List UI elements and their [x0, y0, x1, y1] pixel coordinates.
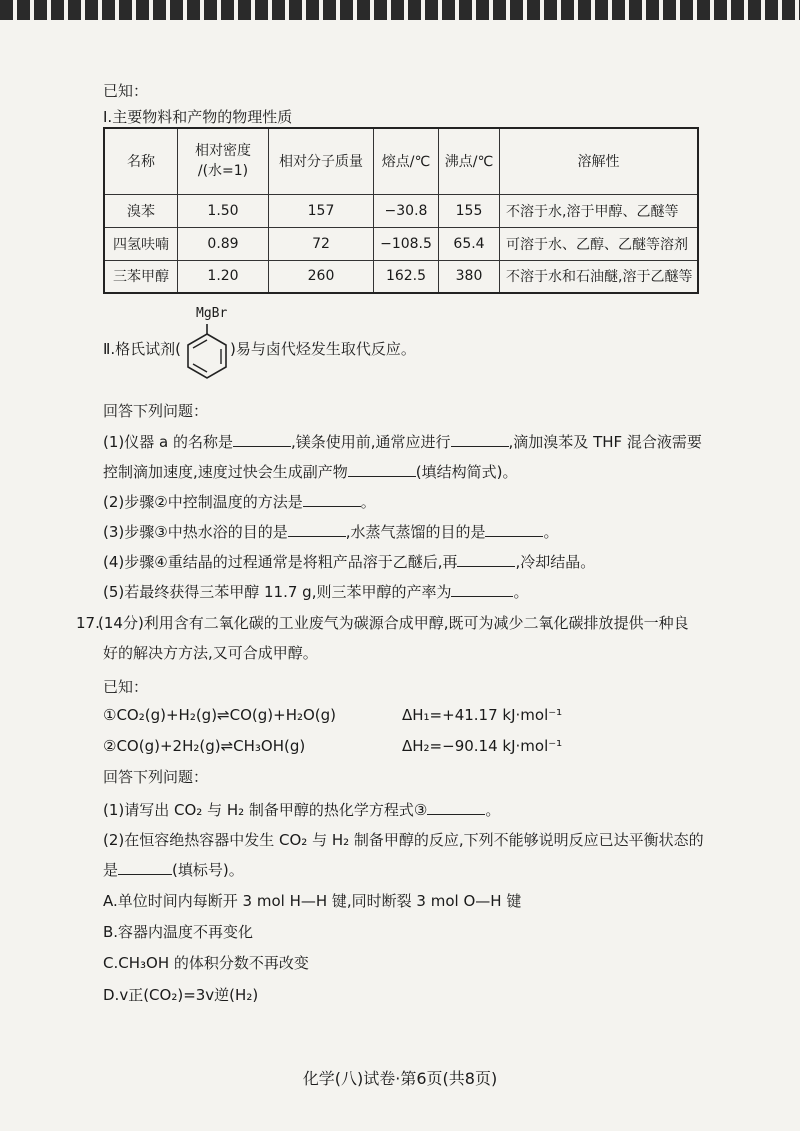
q16-part4	[103, 550, 595, 573]
cell-mp: 162.5	[374, 260, 439, 293]
header-mw: 相对分子质量	[269, 128, 374, 194]
answer-blank[interactable]	[348, 460, 416, 477]
cell-name: 三苯甲醇	[104, 260, 178, 293]
q16-p2-text-b: 。	[360, 493, 376, 511]
cell-density: 1.20	[178, 260, 269, 293]
answer-blank[interactable]	[288, 520, 346, 537]
q17-intro-line2: 好的解决方方法,又可合成甲醇。	[103, 644, 318, 662]
header-bp: 沸点/℃	[439, 128, 500, 194]
cell-mp: −30.8	[374, 194, 439, 227]
answer-prompt: 回答下列问题：	[103, 402, 209, 420]
option-b: B.容器内温度不再变化	[103, 923, 254, 941]
q17-part1	[103, 798, 500, 821]
q17-p1-text-a: (1)请写出 CO₂ 与 H₂ 制备甲醇的热化学方程式③	[103, 801, 428, 819]
answer-blank[interactable]	[457, 550, 515, 567]
table-row	[104, 260, 698, 293]
q16-p5-text-a: (5)若最终获得三苯甲醇 11.7 g,则三苯甲醇的产率为	[103, 583, 452, 601]
reagent-label: MgBr	[196, 306, 228, 321]
q16-p3-text-b: ,水蒸气蒸馏的目的是	[345, 523, 486, 541]
enthalpy-2: ΔH₂=−90.14 kJ·mol⁻¹	[402, 737, 563, 755]
page-footer: 化学(八)试卷·第6页(共8页)	[302, 1069, 498, 1088]
enthalpy-1: ΔH₁=+41.17 kJ·mol⁻¹	[402, 706, 563, 724]
cell-solubility: 可溶于水、乙醇、乙醚等溶剂	[500, 227, 699, 260]
cell-mw: 72	[269, 227, 374, 260]
header-density-l1: 相对密度	[195, 143, 251, 160]
properties-table	[103, 127, 699, 294]
header-name: 名称	[104, 128, 178, 194]
q17-p2-text-a: 是	[103, 861, 119, 879]
q16-part3	[103, 520, 559, 543]
answer-blank[interactable]	[233, 430, 291, 447]
answer-blank[interactable]	[118, 858, 172, 875]
answer-blank[interactable]	[427, 798, 485, 815]
section2-prefix: Ⅱ.格氏试剂(	[103, 340, 182, 358]
q16-p3-text-c: 。	[543, 523, 559, 541]
answer-blank[interactable]	[451, 580, 513, 597]
q16-p1-text-b: ,镁条使用前,通常应进行	[290, 433, 451, 451]
q17-known-label: 已知：	[103, 678, 149, 696]
q16-p1-text-e: (填结构简式)。	[415, 463, 518, 481]
q17-part2-line1: (2)在恒容绝热容器中发生 CO₂ 与 H₂ 制备甲醇的反应,下列不能够说明反应已达平衡状态的	[103, 831, 704, 849]
section2-suffix: )易与卤代烃发生取代反应。	[230, 340, 416, 358]
q16-part1-line1	[103, 430, 702, 453]
header-density-l2: /(水=1)	[197, 163, 249, 180]
q16-p1-text-c: ,滴加溴苯及 THF 混合液需要	[508, 433, 702, 451]
q17-number: 17.	[76, 614, 100, 632]
q16-p3-text-a: (3)步骤③中热水浴的目的是	[103, 523, 288, 541]
answer-blank[interactable]	[451, 430, 509, 447]
q17-p1-text-b: 。	[485, 801, 501, 819]
option-d: D.v正(CO₂)=3v逆(H₂)	[103, 986, 259, 1004]
table-header-row	[104, 128, 698, 194]
phenyl-ring-icon	[183, 322, 231, 386]
cell-density: 0.89	[178, 227, 269, 260]
cell-name: 溴苯	[104, 194, 178, 227]
equation-1: ①CO₂(g)+H₂(g)⇌CO(g)+H₂O(g)	[103, 706, 337, 724]
cell-bp: 380	[439, 260, 500, 293]
q16-p4-text-b: ,冷却结晶。	[515, 553, 596, 571]
q16-p4-text-a: (4)步骤④重结晶的过程通常是将粗产品溶于乙醚后,再	[103, 553, 458, 571]
known-label: 已知：	[103, 82, 149, 100]
answer-blank[interactable]	[485, 520, 543, 537]
section1-title: Ⅰ.主要物料和产物的物理性质	[103, 108, 293, 126]
cell-density: 1.50	[178, 194, 269, 227]
cell-bp: 65.4	[439, 227, 500, 260]
option-a: A.单位时间内每断开 3 mol H—H 键,同时断裂 3 mol O—H 键	[103, 892, 522, 910]
q16-p1-text-a: (1)仪器 a 的名称是	[103, 433, 233, 451]
q16-p2-text-a: (2)步骤②中控制温度的方法是	[103, 493, 303, 511]
table-row	[104, 194, 698, 227]
q17-intro-line1: (14分)利用含有二氧化碳的工业废气为碳源合成甲醇,既可为减少二氧化碳排放提供一种良	[98, 614, 689, 632]
cell-mw: 157	[269, 194, 374, 227]
equation-2: ②CO(g)+2H₂(g)⇌CH₃OH(g)	[103, 737, 306, 755]
table-row	[104, 227, 698, 260]
cell-solubility: 不溶于水和石油醚,溶于乙醚等	[500, 260, 699, 293]
q17-p2-text-b: (填标号)。	[172, 861, 244, 879]
cell-mp: −108.5	[374, 227, 439, 260]
cell-name: 四氢呋喃	[104, 227, 178, 260]
answer-blank[interactable]	[303, 490, 361, 507]
header-mp: 熔点/℃	[374, 128, 439, 194]
q16-part1-line2	[103, 460, 518, 483]
q16-part5	[103, 580, 529, 603]
q16-p5-text-b: 。	[513, 583, 529, 601]
header-density	[178, 128, 269, 194]
header-solubility: 溶解性	[500, 128, 699, 194]
option-c: C.CH₃OH 的体积分数不再改变	[103, 954, 309, 972]
q17-answer-prompt: 回答下列问题：	[103, 768, 209, 786]
scan-edge-bar	[0, 0, 800, 20]
q17-part2-line2	[103, 858, 244, 881]
q16-part2	[103, 490, 376, 513]
cell-bp: 155	[439, 194, 500, 227]
cell-solubility: 不溶于水,溶于甲醇、乙醚等	[500, 194, 699, 227]
q16-p1-text-d: 控制滴加速度,速度过快会生成副产物	[103, 463, 348, 481]
cell-mw: 260	[269, 260, 374, 293]
